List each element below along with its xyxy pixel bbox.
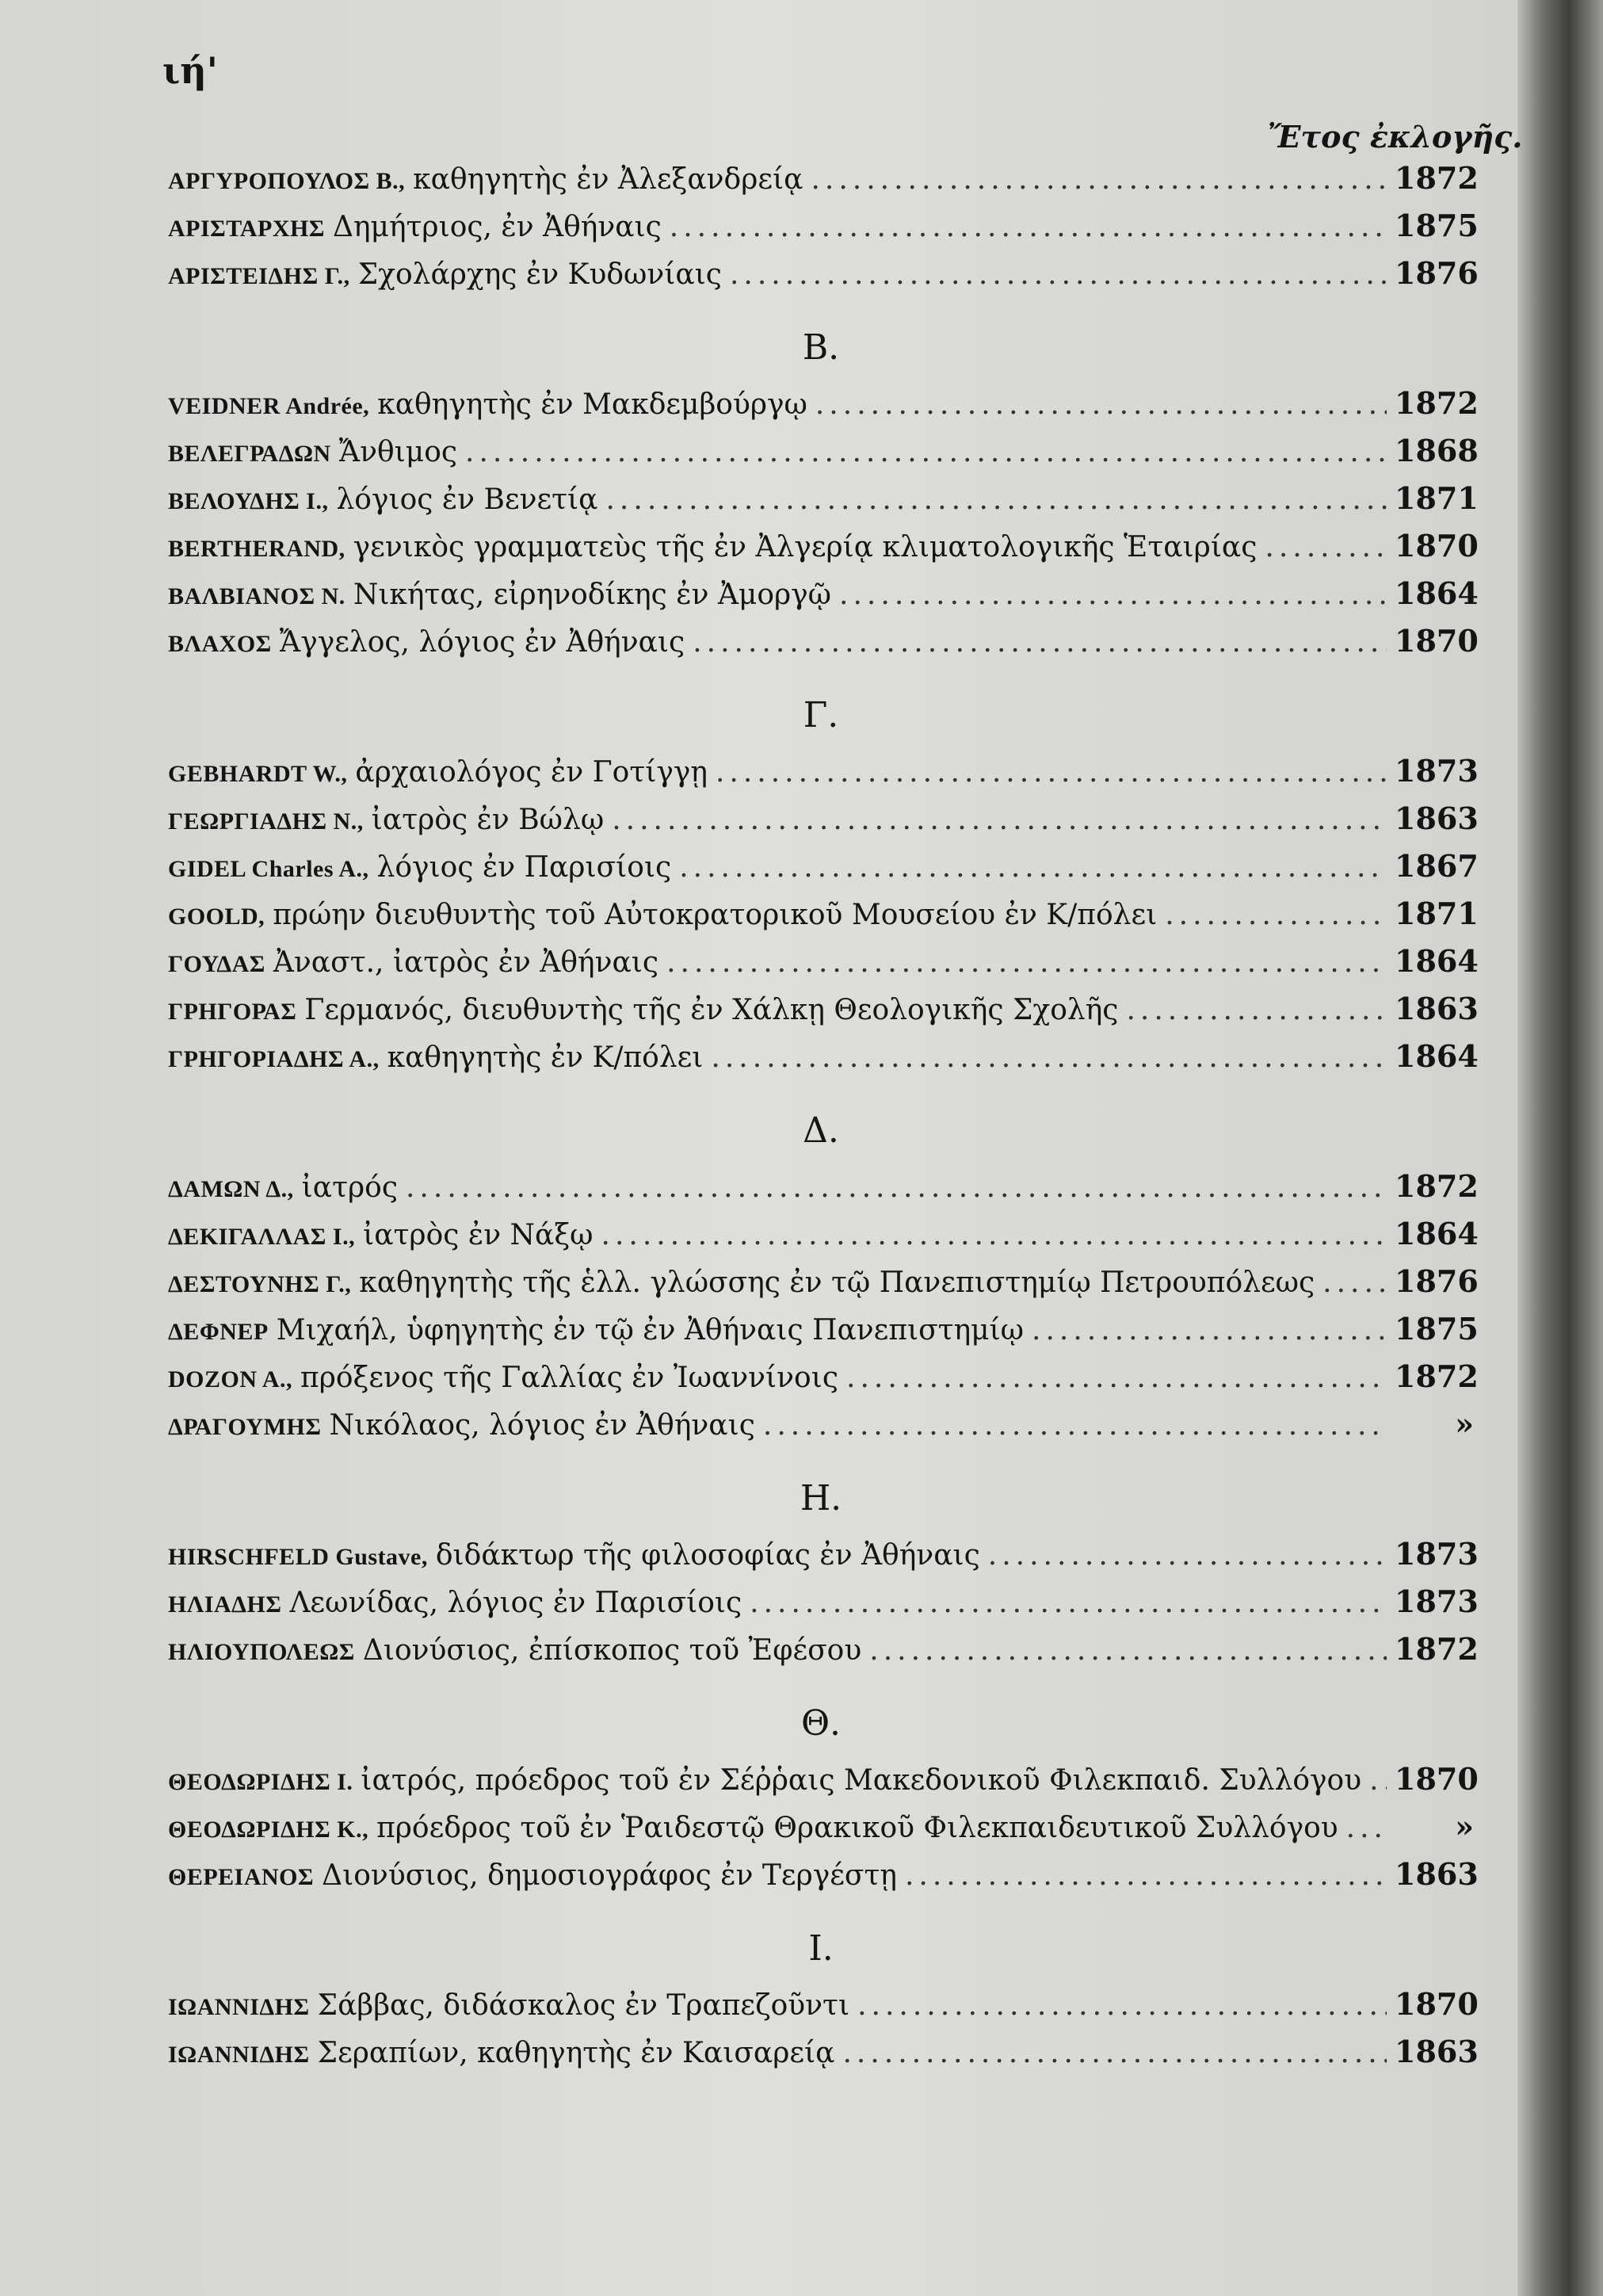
dot-leader [1032, 1307, 1387, 1354]
member-description: Διονύσιος, ἐπίσκοπος τοῦ Ἐφέσου [362, 1634, 862, 1667]
member-description: Νικήτας, εἰρηνοδίκης ἐν Ἀμοργῷ [353, 579, 832, 611]
list-item [168, 475, 1479, 522]
member-list [168, 155, 1479, 2076]
member-description: καθηγητὴς τῆς ἑλλ. γλώσσης ἐν τῷ Πανεπιστημίῳ Πετρουπόλεως [359, 1266, 1315, 1299]
list-item [168, 570, 1479, 617]
section-letter-heading: Η. [800, 1478, 842, 1519]
member-description: ἰατρός, πρόεδρος τοῦ ἐν Σέῤῥαις Μακεδονικοῦ Φιλεκπαιδ. Συλλόγου [361, 1764, 1362, 1797]
dot-leader [1126, 987, 1387, 1034]
dot-leader [905, 1852, 1387, 1900]
member-description: Λεωνίδας, λόγιος ἐν Παρισίοις [289, 1587, 742, 1619]
section-letter-heading: Ι. [808, 1928, 834, 1969]
election-year: 1872 [1395, 385, 1479, 421]
section-letter-heading: Β. [802, 327, 840, 368]
election-year: 1875 [1395, 1311, 1479, 1347]
election-year: 1870 [1395, 1986, 1479, 2022]
member-description: Διονύσιος, δημοσιογράφος ἐν Τεργέστῃ [322, 1859, 897, 1892]
member-name: ΑΡΓΥΡΟΠΟΥΛΟΣ Β., [168, 168, 406, 194]
member-name: ΙΩΑΝΝΙΔΗΣ [168, 1994, 310, 2020]
member-name: ΔΕΣΤΟΥΝΗΣ Γ., [168, 1271, 352, 1297]
dot-leader [465, 429, 1387, 476]
member-name: ΔΕΦΝΕΡ [168, 1319, 269, 1345]
list-item [168, 1530, 1479, 1578]
member-description: Ἄγγελος, λόγιος ἐν Ἀθήναις [279, 626, 685, 659]
member-name: GIDEL Charles A., [168, 856, 369, 882]
dot-leader [1265, 524, 1387, 571]
election-year: 1871 [1395, 896, 1479, 931]
member-name: GOOLD, [168, 904, 265, 930]
list-item [168, 250, 1479, 297]
list-item [168, 842, 1479, 890]
member-name: ΙΩΑΝΝΙΔΗΣ [168, 2042, 310, 2068]
member-description: καθηγητὴς ἐν Κ/πόλει [387, 1041, 704, 1074]
member-name: ΘΕΟΔΩΡΙΔΗΣ Ι. [168, 1769, 353, 1795]
election-year: 1867 [1395, 848, 1479, 884]
dot-leader [857, 1982, 1387, 2030]
election-year: 1870 [1395, 1761, 1479, 1797]
list-item [168, 890, 1479, 938]
dot-leader [811, 156, 1387, 204]
list-item [168, 380, 1479, 427]
dot-leader [842, 2030, 1387, 2077]
member-description: λόγιος ἐν Παρισίοις [376, 851, 672, 884]
list-item [168, 938, 1479, 985]
election-year: 1868 [1395, 433, 1479, 468]
election-year: » [1455, 1406, 1474, 1442]
member-name: ΑΡΙΣΤΕΙΔΗΣ Γ., [168, 263, 350, 289]
member-name: ΒΑΛΒΙΑΝΟΣ Ν. [168, 583, 345, 609]
list-item [168, 1626, 1479, 1673]
member-description: καθηγητὴς ἐν Μακδεμβούργῳ [377, 388, 807, 421]
dot-leader [1369, 1757, 1387, 1805]
member-description: Νικόλαος, λόγιος ἐν Ἀθήναις [329, 1409, 755, 1442]
list-item [168, 617, 1479, 665]
election-year: 1864 [1395, 575, 1479, 611]
member-name: VEIDNER Andrée, [168, 393, 370, 419]
list-item [168, 202, 1479, 250]
member-name: ΔΑΜΩΝ Δ., [168, 1176, 294, 1202]
member-description: Μιχαήλ, ὑφηγητὴς ἐν τῷ ἐν Ἀθήναις Πανεπιστημίῳ [276, 1314, 1025, 1347]
election-year: 1873 [1395, 1536, 1479, 1572]
election-year: 1872 [1395, 160, 1479, 196]
member-description: ἰατρὸς ἐν Νάξῳ [363, 1219, 593, 1251]
election-year: » [1455, 1809, 1474, 1844]
member-description: πρόξενος τῆς Γαλλίας ἐν Ἰωαννίνοις [300, 1362, 839, 1394]
member-name: ΓΟΥΔΑΣ [168, 951, 265, 977]
member-name: ΘΕΟΔΩΡΙΔΗΣ Κ., [168, 1817, 369, 1843]
list-item [168, 1353, 1479, 1400]
election-year: 1864 [1395, 1216, 1479, 1251]
election-year-column-header: Ἔτος ἐκλογῆς. [1268, 119, 1523, 155]
election-year: 1875 [1395, 208, 1479, 243]
dot-leader [763, 1402, 1387, 1450]
election-year: 1863 [1395, 991, 1479, 1026]
dot-leader [666, 939, 1387, 987]
member-description: Σάββας, διδάσκαλος ἐν Τραπεζοῦντι [317, 1989, 850, 2022]
member-description: Ἄνθιμος [338, 436, 458, 468]
member-name: DOZON A., [168, 1366, 293, 1392]
list-item [168, 1163, 1479, 1210]
election-year: 1876 [1395, 255, 1479, 291]
member-name: ΒΛΑΧΟΣ [168, 631, 272, 657]
member-description: πρόεδρος τοῦ ἐν Ῥαιδεστῷ Θρακικοῦ Φιλεκπαιδευτικοῦ Συλλόγου [376, 1812, 1338, 1844]
list-item [168, 747, 1479, 795]
dot-leader [605, 476, 1387, 524]
member-description: ἰατρός [301, 1171, 398, 1204]
list-item [168, 1210, 1479, 1258]
list-item [168, 1851, 1479, 1898]
list-item [168, 427, 1479, 475]
member-name: ΗΛΙΟΥΠΟΛΕΩΣ [168, 1639, 355, 1665]
election-year: 1870 [1395, 623, 1479, 659]
dot-leader [1165, 892, 1387, 939]
member-name: ΘΕΡΕΙΑΝΟΣ [168, 1864, 315, 1890]
election-year: 1873 [1395, 753, 1479, 789]
dot-leader [670, 204, 1387, 251]
member-name: ΑΡΙΣΤΑΡΧΗΣ [168, 216, 325, 242]
member-name: ΓΡΗΓΟΡΑΣ [168, 999, 297, 1025]
member-description: ἰατρὸς ἐν Βώλῳ [371, 804, 605, 836]
member-name: HIRSCHFELD Gustave, [168, 1544, 428, 1570]
section-letter-heading: Δ. [803, 1110, 839, 1151]
list-item [168, 1578, 1479, 1626]
member-name: ΓΡΗΓΟΡΙΑΔΗΣ Α., [168, 1046, 380, 1072]
list-item [168, 2028, 1479, 2076]
election-year: 1863 [1395, 1856, 1479, 1892]
member-description: Δημήτριος, ἐν Ἀθήναις [332, 211, 662, 243]
member-description: πρώην διευθυντὴς τοῦ Αὐτοκρατορικοῦ Μουσείου ἐν Κ/πόλει [273, 899, 1158, 931]
member-name: ΔΕΚΙΓΑΛΛΑΣ Ι., [168, 1224, 356, 1250]
dot-leader [1322, 1259, 1387, 1307]
book-spine-shadow [1517, 0, 1603, 2296]
member-description: Σεραπίων, καθηγητὴς ἐν Καισαρείᾳ [317, 2037, 835, 2069]
dot-leader [612, 797, 1387, 844]
dot-leader [839, 571, 1387, 619]
member-name: ΒΕΛΟΥΔΗΣ Ι., [168, 488, 329, 514]
member-description: καθηγητὴς ἐν Ἀλεξανδρείᾳ [413, 163, 803, 196]
member-description: γενικὸς γραμματεὺς τῆς ἐν Ἀλγερίᾳ κλιματολογικῆς Ἑταιρίας [353, 531, 1258, 563]
dot-leader [846, 1354, 1387, 1402]
list-item [168, 1400, 1474, 1448]
dot-leader [730, 251, 1387, 299]
dot-leader [679, 844, 1387, 892]
list-item [168, 1803, 1474, 1851]
member-description: Σχολάρχης ἐν Κυδωνίαις [357, 258, 722, 291]
dot-leader [1346, 1805, 1387, 1852]
list-item [168, 795, 1479, 842]
member-name: ΓΕΩΡΓΙΑΔΗΣ Ν., [168, 808, 364, 835]
member-name: BERTHERAND, [168, 536, 345, 562]
election-year: 1876 [1395, 1263, 1479, 1299]
election-year: 1864 [1395, 1038, 1479, 1074]
list-item [168, 522, 1479, 570]
dot-leader [750, 1580, 1387, 1627]
dot-leader [601, 1212, 1387, 1259]
list-item [168, 1258, 1479, 1305]
list-item [168, 1033, 1479, 1080]
list-item [168, 1305, 1479, 1353]
list-item [168, 155, 1479, 202]
list-item [168, 1981, 1479, 2028]
dot-leader [406, 1164, 1387, 1212]
dot-leader [869, 1627, 1387, 1675]
section-letter-heading: Θ. [800, 1703, 842, 1744]
election-year: 1872 [1395, 1168, 1479, 1204]
dot-leader [988, 1532, 1387, 1580]
member-name: GEBHARDT W., [168, 761, 348, 787]
dot-leader [815, 381, 1387, 429]
section-letter-heading: Γ. [803, 695, 839, 735]
election-year: 1872 [1395, 1631, 1479, 1667]
election-year: 1872 [1395, 1358, 1479, 1394]
member-description: λόγιος ἐν Βενετίᾳ [336, 483, 598, 516]
member-name: ΗΛΙΑΔΗΣ [168, 1591, 282, 1618]
member-description: διδάκτωρ τῆς φιλοσοφίας ἐν Ἀθήναις [435, 1539, 980, 1572]
page-signature-mark: ιή' [162, 49, 218, 92]
election-year: 1863 [1395, 2034, 1479, 2069]
member-description: Γερμανός, διευθυντὴς τῆς ἐν Χάλκῃ Θεολογικῆς Σχολῆς [304, 994, 1119, 1026]
member-description: Ἀναστ., ἰατρὸς ἐν Ἀθήναις [273, 946, 659, 979]
election-year: 1864 [1395, 943, 1479, 979]
member-name: ΔΡΑΓΟΥΜΗΣ [168, 1414, 322, 1440]
member-description: ἀρχαιολόγος ἐν Γοτίγγῃ [355, 756, 708, 789]
election-year: 1870 [1395, 528, 1479, 563]
member-name: ΒΕΛΕΓΡΑΔΩΝ [168, 441, 331, 467]
list-item [168, 985, 1479, 1033]
dot-leader [693, 619, 1387, 667]
election-year: 1871 [1395, 480, 1479, 516]
dot-leader [716, 749, 1387, 797]
dot-leader [711, 1034, 1387, 1082]
list-item [168, 1755, 1479, 1803]
election-year: 1873 [1395, 1584, 1479, 1619]
election-year: 1863 [1395, 800, 1479, 836]
